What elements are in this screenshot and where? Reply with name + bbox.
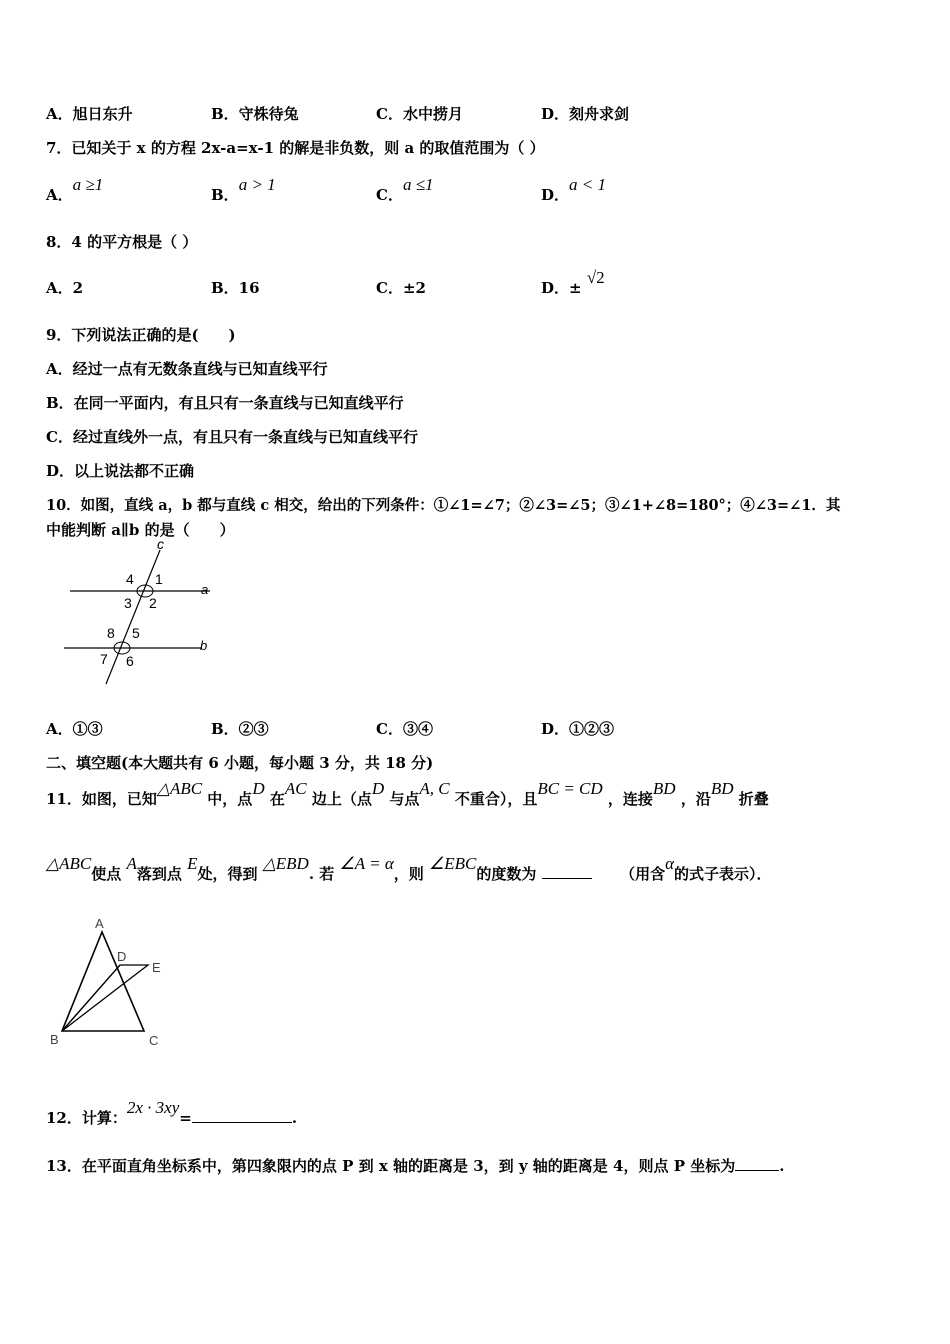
- q9-option-a: A．经过一点有无数条直线与已知直线平行: [46, 360, 328, 378]
- q13: [46, 1155, 784, 1176]
- q11-u5: ∠A = α: [339, 854, 394, 873]
- q13-end: .: [779, 1157, 785, 1175]
- label-angle-8: 8: [107, 625, 115, 641]
- q11-v1: 使点: [91, 865, 122, 883]
- label-E: E: [152, 960, 161, 975]
- q11-u7: α: [665, 854, 675, 873]
- q11-t7: ，连接: [607, 790, 653, 808]
- q11-t5: 与点: [389, 790, 420, 808]
- q12-t3: .: [291, 1109, 298, 1127]
- q8-option-b: B．16: [211, 279, 260, 297]
- q11-t1: 11．如图，已知: [46, 790, 157, 808]
- label-C: C: [149, 1033, 159, 1048]
- label-angle-7: 7: [100, 651, 108, 667]
- q11-v8: 的式子表示）．: [674, 865, 772, 883]
- q7-option-a-label: A．: [46, 186, 73, 204]
- q7-option-c: [376, 175, 434, 205]
- section-title: 二、填空题(本大题共有 6 小题，每小题 3 分，共 18 分): [46, 754, 434, 772]
- q11-u4: △EBD: [262, 854, 309, 873]
- label-angle-6: 6: [126, 653, 134, 669]
- q11-u3: E: [187, 854, 198, 873]
- q7-option-a-math: a ≥1: [72, 175, 104, 194]
- q11-line2: [46, 854, 772, 884]
- q11-m1: △ABC: [156, 779, 203, 798]
- q8-option-d-math: √2: [586, 268, 605, 287]
- label-B: B: [50, 1032, 59, 1047]
- q11-m5: A, C: [419, 779, 450, 798]
- label-a: a: [201, 582, 209, 597]
- q13-text: 13．在平面直角坐标系中，第四象限内的点 P 到 x 轴的距离是 3，到 y 轴的距离是 4，则点 P 坐标为: [46, 1157, 736, 1175]
- label-c: c: [157, 538, 164, 552]
- q11-m4: D: [371, 779, 385, 798]
- q7-stem: 7．已知关于 x 的方程 2x-a=x-1 的解是非负数，则 a 的取值范围为（ ）: [46, 139, 545, 157]
- q7-option-c-math: a ≤1: [402, 175, 434, 194]
- q7-option-b-label: B．: [211, 186, 239, 204]
- q11-v7: （用含: [620, 865, 666, 883]
- q11-m3: AC: [284, 779, 307, 798]
- q11-t4: 边上（点: [311, 790, 372, 808]
- q10-option-c: C．③④: [376, 720, 433, 738]
- q11-m2: D: [252, 779, 265, 798]
- label-angle-3: 3: [124, 595, 132, 611]
- q10-option-b: B．②③: [211, 720, 269, 738]
- q7-option-b-math: a > 1: [238, 175, 276, 194]
- q11-v2: 落到点: [136, 865, 182, 883]
- q10-option-a: A．①③: [46, 720, 103, 738]
- q8-option-d: [541, 268, 605, 298]
- segment-bd: [62, 965, 120, 1031]
- q11-t9: 折叠: [738, 790, 769, 808]
- q7-option-c-label: C．: [376, 186, 403, 204]
- q11-m8: BD: [710, 779, 734, 798]
- q11-m6: BC = CD: [537, 779, 603, 798]
- label-b: b: [200, 638, 208, 653]
- q11-v5: ，则: [393, 865, 424, 883]
- q11-u2: A: [126, 854, 137, 873]
- q9-option-d: D．以上说法都不正确: [46, 462, 195, 480]
- q11-v3: 处，得到: [197, 865, 258, 883]
- q7-option-d-math: a < 1: [569, 175, 606, 194]
- q9-option-b: B．在同一平面内，有且只有一条直线与已知直线平行: [46, 394, 404, 412]
- q12-t1: 12．计算：: [46, 1109, 127, 1127]
- label-angle-4: 4: [126, 571, 134, 587]
- q11-t2: 中，点: [207, 790, 253, 808]
- q6-option-d: D．刻舟求剑: [541, 105, 630, 123]
- q12-t2: =: [179, 1109, 192, 1127]
- q11-m7: BD: [652, 779, 676, 798]
- q8-option-d-label: D．±: [541, 279, 582, 297]
- q11-v6: 的度数为: [476, 865, 537, 883]
- q9-option-c: C．经过直线外一点，有且只有一条直线与已知直线平行: [46, 428, 418, 446]
- q12-answer-blank[interactable]: [192, 1122, 292, 1123]
- q10-stem-line2: 中能判断 a∥b 的是（ ）: [46, 521, 235, 539]
- q8-option-c: C．±2: [376, 279, 426, 297]
- label-angle-2: 2: [149, 595, 157, 611]
- q7-option-a: [46, 175, 104, 205]
- q11-answer-blank[interactable]: [542, 878, 592, 879]
- q13-answer-blank[interactable]: [735, 1170, 779, 1171]
- q11-u6: ∠EBC: [429, 854, 477, 873]
- q11-line1: [46, 779, 769, 809]
- label-A: A: [95, 916, 104, 931]
- label-angle-5: 5: [132, 625, 140, 641]
- q11-u1: △ABC: [46, 854, 92, 873]
- label-D: D: [117, 949, 127, 964]
- q8-stem: 8．4 的平方根是（ ）: [46, 233, 198, 251]
- q11-t6: 不重合），且: [454, 790, 538, 808]
- q10-figure: [60, 538, 220, 690]
- q8-option-a: A．2: [46, 279, 84, 297]
- q10-stem-line1: 10．如图，直线 a，b 都与直线 c 相交，给出的下列条件：①∠1=∠7；②∠3=∠5；③∠1+∠8=180°；④∠3=∠1．其: [46, 497, 841, 514]
- q10-option-d: D．①②③: [541, 720, 615, 738]
- q7-option-d: [541, 175, 606, 205]
- q6-option-c: C．水中捞月: [376, 105, 463, 123]
- q7-option-b: [211, 175, 276, 205]
- q9-stem: 9．下列说法正确的是( ): [46, 326, 236, 344]
- q11-figure: [44, 912, 174, 1052]
- q6-option-a: A．旭日东升: [46, 105, 133, 123]
- q12: [46, 1098, 298, 1128]
- q11-t8: ，沿: [680, 790, 711, 808]
- q11-v4: . 若: [308, 865, 335, 883]
- label-angle-1: 1: [155, 571, 163, 587]
- q7-option-d-label: D．: [541, 186, 570, 204]
- q12-m1: 2x · 3xy: [126, 1098, 180, 1117]
- q11-t3: 在: [269, 790, 285, 808]
- q6-option-b: B．守株待兔: [211, 105, 299, 123]
